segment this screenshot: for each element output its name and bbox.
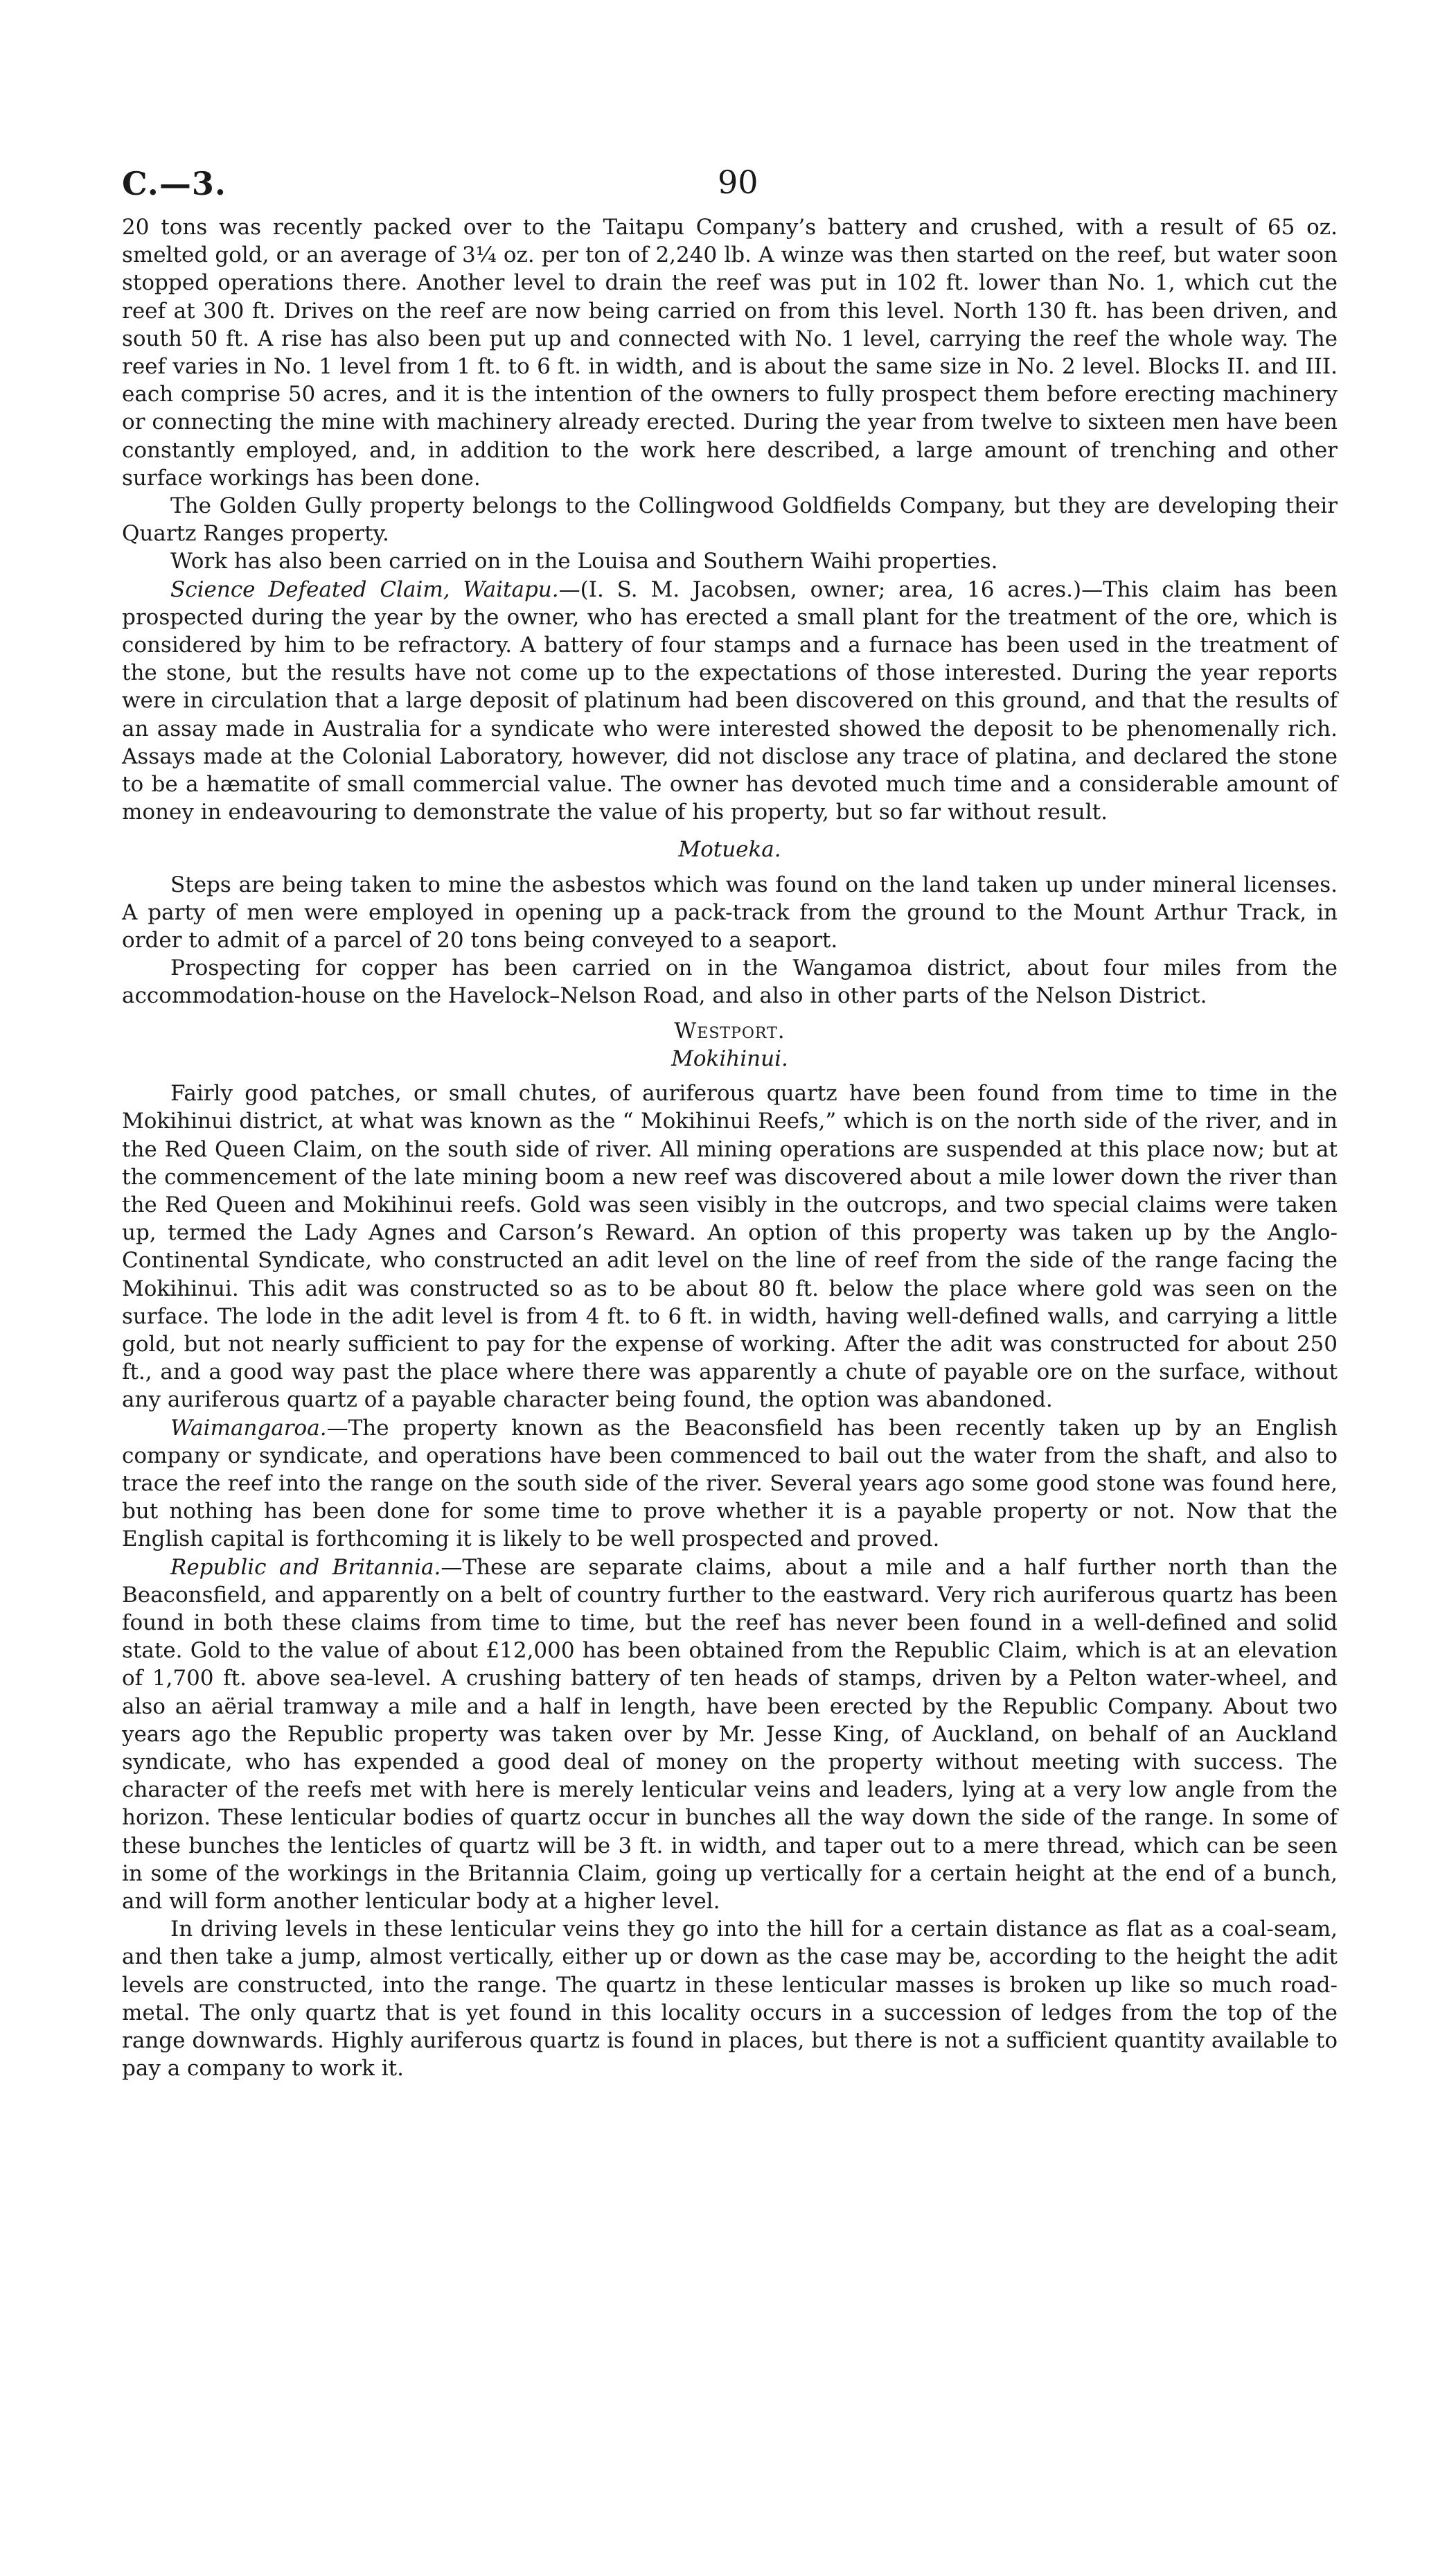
section-heading-westport: Westport. [674,1018,785,1044]
document-id: C.—3. [122,165,227,202]
paragraph-mokihinui: Fairly good patches, or small chutes, of auriferous quartz have been found from time to time in the Mokihinui district, at what was known as the “ Mokihinui Reefs,” which is on the north side of the river, and in the Red Queen Claim, on the south side of river. All mining operations are suspended at this place now; but at the commencement of the late mining boom a new reef was discovered about a mile lower down the river than the Red Queen and Mokihinui reefs. Gold was seen visibly in the outcrops, and two special claims were taken up, termed the Lady Agnes and Carson’s Reward. An option of this property was taken up by the Anglo-Continental Syndicate, who constructed an adit level on the line of reef from the side of the range facing the Mokihinui. This adit was constructed so as to be about 80 ft. below the place where gold was seen on the surface. The lode in the adit level is from 4 ft. to 6 ft. in width, having well-defined walls, and carrying a little gold, but not nearly sufficient to pay for the expense of working. After the adit was constructed for about 250 ft., and a good way past the place where there was apparently a chute of payable ore on the surface, without any auriferous quartz of a payable character being found, the option was abandoned. [122,1081,1338,1413]
section-heading-mokihinui: Mokihinui. [671,1046,788,1071]
paragraph-lenticular-veins: In driving levels in these lenticular veins they go into the hill for a certain distance as flat as a coal-seam, and then take a jump, almost vertically, either up or down as the case may be, according to the height the adit levels are constructed, into the range. The quartz in these lenticular masses is broken up like so much road-metal. The only quartz that is yet found in this locality occurs in a succession of ledges from the top of the range downwards. Highly auriferous quartz is found in places, but there is not a sufficient quantity available to pay a company to work it. [122,1917,1338,2081]
page-number: 90 [718,164,758,201]
document-page [122,158,1338,2082]
section-heading-motueka: Motueka. [678,837,781,863]
paragraph-golden-gully: The Golden Gully property belongs to the Collingwood Goldfields Company, but they are developing their Quartz Ranges property. [122,493,1338,547]
paragraph-waimangaroa [122,1414,1338,1554]
waimangaroa-text: —The property known as the Beaconsfield has been recently taken up by an English company or syndicate, and operations have been commenced to bail out the water from the shaft, and also to trace the reef into the range on the south side of the river. Several years ago some good stone was found here, but nothing has been done for some time to prove whether it is a payable property or not. Now that the English capital is forthcoming it is likely to be well prospected and proved. [122,1415,1338,1552]
paragraph-louisa-waihi: Work has also been carried on in the Louisa and Southern Waihi properties. [170,549,998,574]
republic-britannia-title: Republic and Britannia. [170,1554,441,1580]
science-defeated-title: Science Defeated Claim, Waitapu. [170,577,559,602]
republic-britannia-text: —These are separate claims, about a mile and a half further north than the Beaconsfield, and apparently on a belt of country further to the eastward. Very rich auriferous quartz has been found in both these claims from time to time, but the reef has never been found in a well-defined and solid state. Gold to the value of about £12,000 has been obtained from the Republic Claim, which is at an elevation of 1,700 ft. above sea-level. A crushing battery of ten heads of stamps, driven by a Pelton water-wheel, and also an aërial tramway a mile and a half in length, have been erected by the Republic Company. About two years ago the Republic property was taken over by Mr. Jesse King, of Auckland, on behalf of an Auckland syndicate, who has expended a good deal of money on the property without meeting with success. The character of the reefs met with here is merely lenticular veins and leaders, lying at a very low angle from the horizon. These lenticular bodies of quartz occur in bunches all the way down the side of the range. In some of these bunches the lenticles of quartz will be 3 ft. in width, and taper out to a mere thread, which can be seen in some of the workings in the Britannia Claim, going up vertically for a certain height at the end of a bunch, and will form another lenticular body at a higher level. [122,1554,1338,1914]
paragraph-republic-britannia [122,1554,1338,1916]
paragraph-asbestos: Steps are being taken to mine the asbestos which was found on the land taken up under mineral licenses. A party of men were employed in opening up a pack-track from the ground to the Mount Arthur Track, in order to admit of a parcel of 20 tons being conveyed to a seaport. [122,872,1338,953]
science-defeated-text: —(I. S. M. Jacobsen, owner; area, 16 acres.)—This claim has been prospected during the year by the owner, who has erected a small plant for the treatment of the ore, which is considered by him to be refractory. A battery of four stamps and a furnace has been used in the treatment of the stone, but the results have not come up to the expectations of those interested. During the year reports were in circulation that a large deposit of platinum had been discovered on this ground, and that the results of an assay made in Australia for a syndicate who were interested showed the deposit to be phenomenally rich. Assays made at the Colonial Laboratory, however, did not disclose any trace of platina, and declared the stone to be a hæmatite of small commercial value. The owner has devoted much time and a considerable amount of money in endeavouring to demonstrate the value of his property, but so far without result. [122,577,1338,825]
page-header [122,158,1338,213]
paragraph-taitapu-battery: 20 tons was recently packed over to the Taitapu Company’s battery and crushed, with a result of 65 oz. smelted gold, or an average of 3¼ oz. per ton of 2,240 lb. A winze was then started on the reef, but water soon stopped operations there. Another level to drain the reef was put in 102 ft. lower than No. 1, which cut the reef at 300 ft. Drives on the reef are now being carried on from this level. North 130 ft. has been driven, and south 50 ft. A rise has also been put up and connected with No. 1 level, carrying the reef the whole way. The reef varies in No. 1 level from 1 ft. to 6 ft. in width, and is about the same size in No. 2 level. Blocks II. and III. each comprise 50 acres, and it is the intention of the owners to fully prospect them before erecting machinery or connecting the mine with machinery already erected. During the year from twelve to sixteen men have been constantly employed, and, in addition to the work here described, a large amount of trenching and other surface workings has been done. [122,215,1338,491]
paragraph-copper: Prospecting for copper has been carried on in the Wangamoa district, about four miles from the accommodation-house on the Havelock–Nelson Road, and also in other parts of the Nelson District. [122,956,1338,1009]
waimangaroa-title: Waimangaroa. [170,1415,327,1441]
paragraph-science-defeated [122,576,1338,827]
